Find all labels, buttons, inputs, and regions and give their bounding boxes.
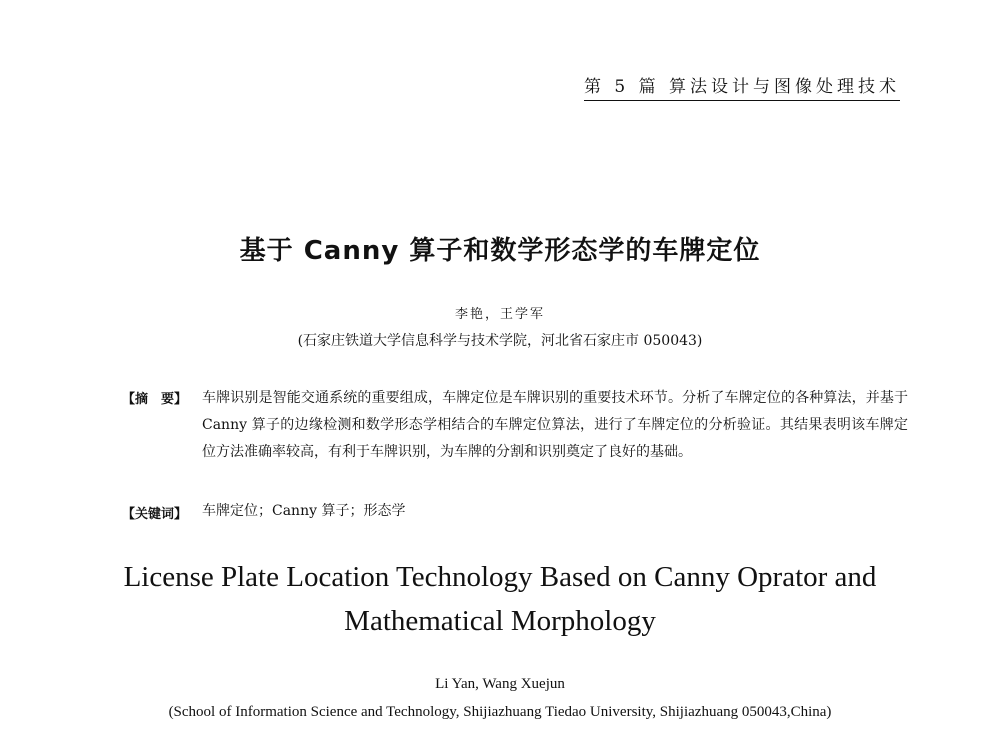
chinese-title: 基于 Canny 算子和数学形态学的车牌定位 [239,236,761,266]
english-title: License Plate Location Technology Based on Canny Oprator and Mathematical Morphology [123,561,877,637]
running-header: 第 5 篇 算法设计与图像处理技术 [584,72,900,101]
keywords-label: 【关键词】 [122,507,188,522]
chinese-authors: 李艳，王学军 [454,307,545,322]
english-authors: Li Yan, Wang Xuejun [435,676,565,692]
english-affiliation: (School of Information Science and Technology, Shijiazhuang Tiedao University, Shijiazhuang 050043,China) [168,704,832,720]
chinese-affiliation: (石家庄铁道大学信息科学与技术学院，河北省石家庄市 050043) [297,333,703,349]
abstract-label: 【摘 要】 [122,392,188,407]
keywords-text: 车牌定位；Canny 算子；形态学 [202,503,406,519]
abstract-text: 车牌识别是智能交通系统的重要组成，车牌定位是车牌识别的重要技术环节。分析了车牌定位的各种算法，并基于 Canny 算子的边缘检测和数学形态学相结合的车牌定位算法，进行了车牌定位的分析验证。其结果表明该车牌定位方法准确率较高，有利于车牌识别，为车牌的分割和识别奠定了良好的基础。 [202,390,908,460]
